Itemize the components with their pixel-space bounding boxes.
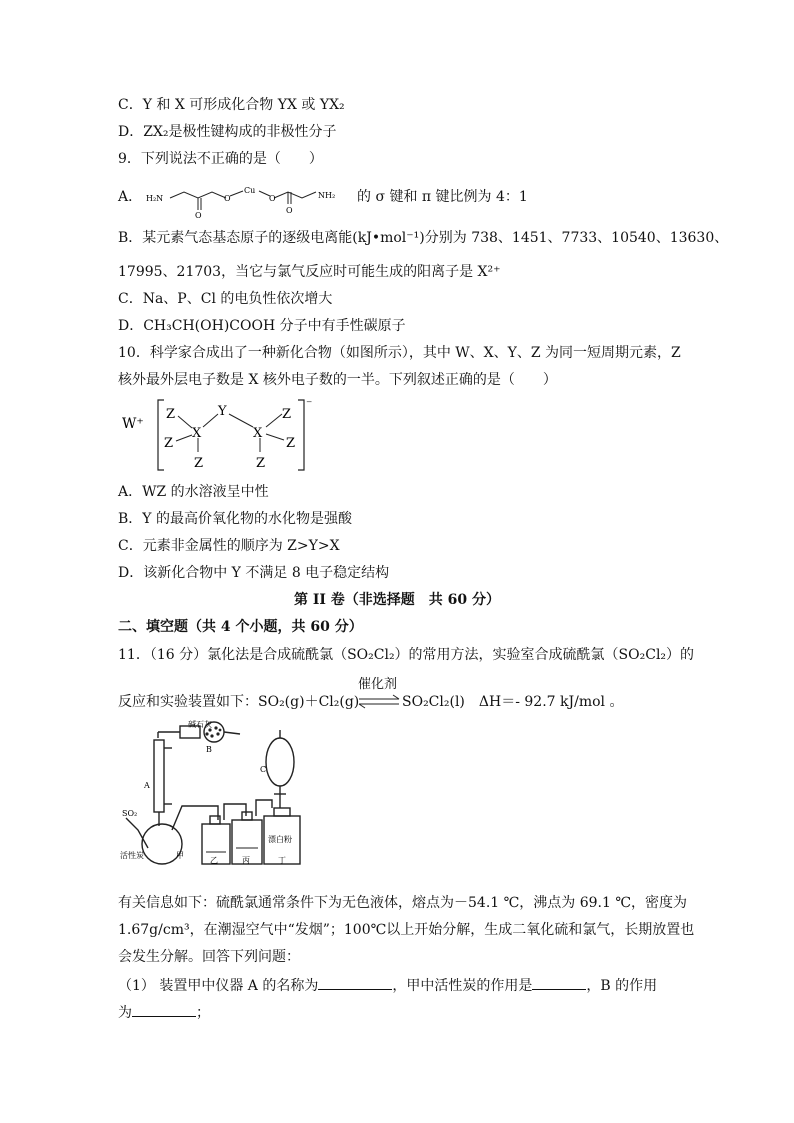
nh2-right-label: NH₂ [318,191,336,200]
answer-blank-instrument-name[interactable] [318,975,392,990]
q11-reaction-prefix: 反应和实验装置如下：SO₂(g)＋Cl₂(g) [118,694,360,710]
q11-sub1-text-c: ，B 的作用 [586,978,658,994]
z-atom-bottom-left: Z [194,456,204,471]
q10-stem-line1: 10．科学家合成出了一种新化合物（如图所示），其中 W、X、Y、Z 为同一短周期元素，Z [118,345,681,361]
label-a: A [144,781,150,790]
q9-option-b-line1: B．某元素气态基态原子的逐级电离能(kJ•mol⁻¹)分别为 738、1451、7733、10540、13630、 [118,230,729,246]
catalyst-label: 催化剂 [358,677,398,692]
label-jia: 甲 [176,851,184,860]
q11-sub1-line1 [118,975,657,996]
q11-sub1-text-a: （1） 装置甲中仪器 A 的名称为 [118,978,319,994]
q11-stem-line1: 11．（16 分）氯化法是合成硫酰氯（SO₂Cl₂）的常用方法，实验室合成硫酰氯（SO₂Cl₂）的 [118,647,695,663]
q11-info-line3: 会发生分解。回答下列问题： [118,949,300,965]
label-yi: 乙 [210,856,218,865]
w-cation-label: W⁺ [122,416,144,432]
q11-info-line1: 有关信息如下：硫酰氯通常条件下为无色液体，熔点为－54.1 ℃，沸点为 69.1 ℃，密度为 [118,895,688,911]
section-ii-title: 第 II 卷（非选择题 共 60 分） [293,592,501,608]
answer-blank-b-role[interactable] [132,1002,196,1017]
cu-label: Cu [244,186,256,195]
oxygen-left-label: O [224,194,231,203]
q9-stem: 9．下列说法不正确的是（ ） [118,151,323,167]
q11-sub1-line2 [118,1002,210,1023]
part-two-title: 二、填空题（共 4 个小题，共 60 分） [118,619,363,635]
q9-option-a-structure [140,176,352,218]
answer-blank-carbon-role[interactable] [532,975,586,990]
q11-reaction-suffix: SO₂Cl₂(l) ΔH＝- 92.7 kJ/mol 。 [402,694,624,710]
y-atom: Y [218,404,227,419]
q9-option-b-line2: 17995、21703，当它与氯气反应时可能生成的阳离子是 X²⁺ [118,264,501,280]
q11-sub1-text-end: ； [196,1005,210,1021]
reversible-arrow-icon [355,692,405,712]
z-atom-top-right: Z [282,407,292,422]
x-atom-right: X [253,426,263,441]
q10-option-d: D．该新化合物中 Y 不满足 8 电子稳定结构 [118,565,390,581]
q9-option-a-label: A． [118,189,143,205]
label-c: C [260,765,267,774]
anion-charge: ⁻ [306,397,313,411]
so2-label: SO₂ [122,809,138,818]
carbonyl-oxygen-left: O [195,211,202,218]
soda-lime-label: 碱石灰 [188,720,212,729]
z-atom-bottom-right: Z [256,456,266,471]
q10-option-a: A．WZ 的水溶液呈中性 [118,484,269,500]
oxygen-right-label: O [269,194,276,203]
nh2-left-label: H₂N [146,194,164,203]
q10-option-b: B．Y 的最高价氧化物的水化物是强酸 [118,511,352,527]
label-bing: 丙 [242,856,250,865]
z-atom-mid-right: Z [286,436,296,451]
q10-option-c: C．元素非金属性的顺序为 Z>Y>X [118,538,340,554]
q11-info-line2: 1.67g/cm³，在潮湿空气中“发烟”；100℃以上开始分解，生成二氧化硫和氯气，长期放置也 [118,922,695,938]
q10-structure-diagram [118,396,328,476]
q9-option-a-text: 的 σ 键和 π 键比例为 4：1 [357,189,528,205]
carbonyl-oxygen-right: O [286,206,293,215]
q9-option-d: D．CH₃CH(OH)COOH 分子中有手性碳原子 [118,318,406,334]
z-atom-mid-left: Z [164,436,174,451]
q11-sub1-text-d: 为 [118,1005,132,1021]
label-b: B [206,745,212,754]
q8-option-d: D．ZX₂是极性键构成的非极性分子 [118,124,337,140]
activated-carbon-label: 活性炭 [120,851,144,860]
x-atom-left: X [192,426,202,441]
q8-option-c: C．Y 和 X 可形成化合物 YX 或 YX₂ [118,97,345,113]
q9-option-c: C．Na、P、Cl 的电负性依次增大 [118,291,333,307]
z-atom-top-left: Z [166,407,176,422]
label-ding: 丁 [278,856,286,865]
q10-stem-line2: 核外最外层电子数是 X 核外电子数的一半。下列叙述正确的是（ ） [118,372,557,388]
bleach-label: 漂白粉 [268,835,292,844]
q11-apparatus-diagram [118,720,308,870]
q11-sub1-text-b: ，甲中活性炭的作用是 [392,978,533,994]
